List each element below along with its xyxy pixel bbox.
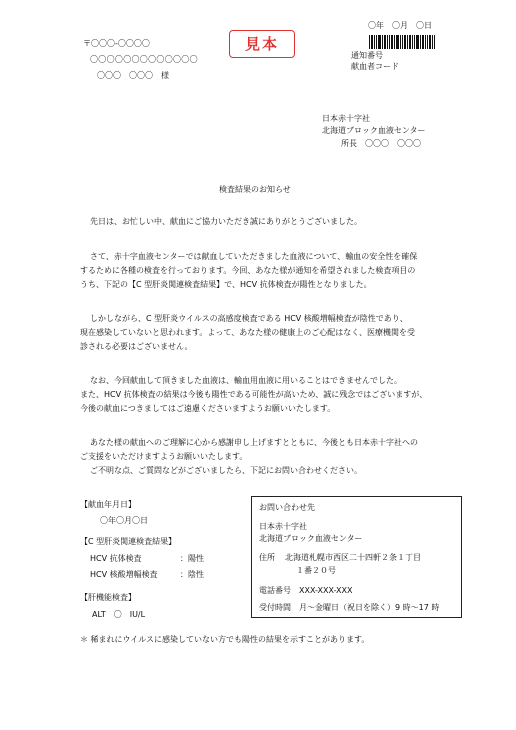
paragraph-greeting: 先日は、お忙しい中、献血にご協力いただき誠にありがとうございました。 (90, 217, 362, 226)
barcode-icon (369, 35, 435, 49)
paragraph-line: ご不明な点、ご質問などがございましたら、下記にお問い合わせください。 (90, 466, 362, 475)
contact-address-label: 住所 (259, 553, 275, 562)
paragraph-line: あなた様の献血へのご理解に心から感謝申し上げますとともに、今後とも日本赤十字社への (90, 438, 418, 447)
paragraph-line: ご支援をいただけますようお願いいたします。 (80, 452, 248, 461)
paragraph-line: うち、下記の【C 型肝炎関連検査結果】で、HCV 抗体検査が陽性となりました。 (80, 280, 372, 289)
paragraph-line: 診される必要はございません。 (80, 342, 193, 351)
hcv-nat-value: ：陰性 (180, 570, 204, 579)
paragraph-line: また、HCV 抗体検査の結果は今後も陽性である可能性が高いため、誠に残念ではございますが、 (80, 390, 428, 399)
footnote: ＊ 稀まれにウイルスに感染していない方でも陽性の結果を示すことがあります。 (80, 635, 370, 644)
paragraph-line: さて、赤十字血液センターでは献血していただきました血液について、輸血の安全性を確保 (90, 252, 418, 261)
contact-address-line1: 北海道札幌市西区二十四軒２条１丁目 (285, 553, 421, 562)
contact-hours: 受付時間 月～金曜日（祝日を除く）9 時～17 時 (259, 603, 440, 612)
sample-stamp: 見本 (229, 30, 295, 58)
hcv-antibody-value: ：陽性 (180, 554, 204, 563)
contact-org: 日本赤十字社 (259, 522, 307, 531)
postal-code: 〒〇〇〇-〇〇〇〇 (83, 39, 150, 48)
hcv-results-heading: 【C 型肝炎関連検査結果】 (80, 537, 177, 546)
contact-center: 北海道ブロック血液センター (259, 534, 363, 543)
hcv-nat-label: HCV 核酸増幅検査 (90, 570, 158, 579)
hcv-antibody-label: HCV 抗体検査 (90, 554, 142, 563)
donor-code-label: 献血者コード (351, 62, 399, 71)
sender-org: 日本赤十字社 (322, 114, 370, 123)
sender-center: 北海道ブロック血液センター (322, 126, 426, 135)
recipient-address: 〇〇〇〇〇〇〇〇〇〇〇〇〇 (90, 55, 198, 64)
contact-title: お問い合わせ先 (259, 503, 315, 512)
paragraph-line: 現在感染していないと思われます。よって、あなた様の健康上のご心配はなく、医療機関を受 (80, 328, 416, 337)
donation-date-heading: 【献血年月日】 (80, 500, 136, 509)
alt-value: ALT 〇 IU/L (92, 610, 146, 619)
notice-number-label: 通知番号 (351, 51, 383, 60)
paragraph-line: しかしながら、C 型肝炎ウイルスの高感度検査である HCV 核酸増幅検査が陰性であり、 (90, 314, 408, 323)
donation-date-value: 〇年〇月〇日 (100, 516, 148, 525)
paragraph-line: なお、今回献血して頂きました血液は、輸血用血液に用いることはできませんでした。 (90, 376, 402, 385)
paragraph-line: 今後の献血につきましてはご遠慮くださいますようお願いいたします。 (80, 404, 336, 413)
paragraph-line: するために各種の検査を行っております。今回、あなた様が通知を希望されました検査項目の (80, 266, 416, 275)
sender-director: 所長 〇〇〇 〇〇〇 (341, 139, 421, 148)
document-title: 検査結果のお知らせ (219, 185, 291, 194)
liver-test-heading: 【肝機能検査】 (80, 593, 136, 602)
recipient-name: 〇〇〇 〇〇〇 様 (97, 71, 169, 80)
contact-phone: 電話番号 XXX-XXX-XXX (259, 586, 353, 595)
contact-address-line2: １番２０号 (296, 566, 336, 575)
issue-date: 〇年 〇月 〇日 (368, 21, 432, 30)
